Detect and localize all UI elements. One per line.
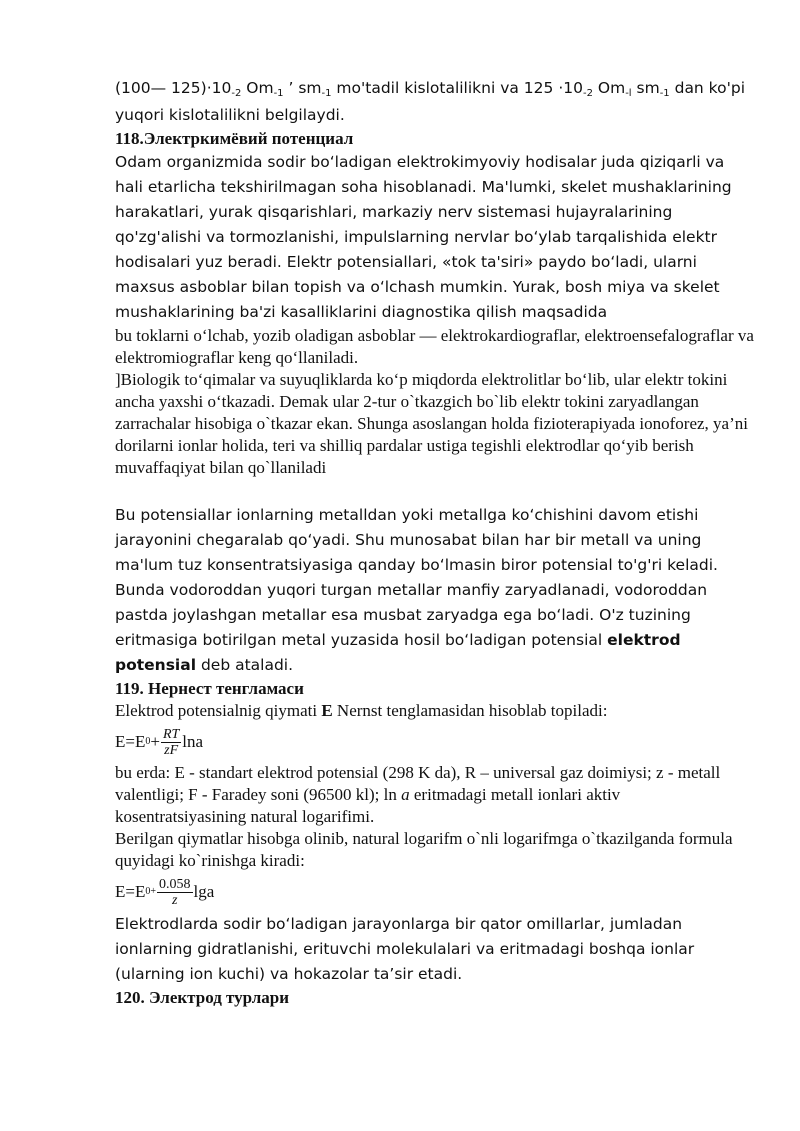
subscript: -2 [582,88,593,99]
text-run: (100— 125)·10 [115,79,232,97]
formula-lhs: E=E [115,732,146,751]
text-run: Om [592,79,626,97]
section-120-title: 120. Электрод турлари [115,988,290,1007]
text-run: Elektrod potensialnig qiymati [115,701,322,720]
formula-fraction [161,727,181,758]
document-page [115,76,755,1009]
text-run: Om [241,79,274,97]
text-run: bu erda: E - standart elektrod potensial (298 K da), R – universal gaz doimiysi; z - metall valentligi; F - Faradey soni (96500 kl); ln [115,763,721,804]
section-118-paragraph-2: bu toklarni oʻlchab, yozib oladigan asboblar — elektrokardiograflar, elektroensefalograflar va elektromiograflar keng qoʻllaniladi. [115,326,754,367]
text-run: Nernst tenglamasidan hisoblab topiladi: [332,701,608,720]
section-118-paragraph-3: ]Biologik toʻqimalar va suyuqliklarda koʻp miqdorda elektrolitlar boʻlib, ular elektr tokini ancha yaxshi oʻtkazadi. Demak ular 2-tur o`tkazgich bo`lib elektr tokini zaryadlangan zarrachalar hisobiga o`tkazar ekan. Shunga asoslangan holda fizioterapiyada ionoforez, ya’ni dorilarni ionlar holida, teri va shilliq pardalar ustiga tegishli elektrodlar qoʻyib berish muvaffaqiyat bilan qo`llaniladi [115,370,748,477]
section-119-title: 119. Нернест тенгламаси [115,679,304,698]
italic-term: a [401,785,410,804]
formula-rhs: lna [182,732,204,751]
fraction-denominator: z [172,892,178,908]
section-119-paragraph-end: Elektrodlarda sodir boʻladigan jarayonlarga bir qator omillarlar, jumladan ionlarning gidratlanishi, erituvchi molekulalari va eritmadagi boshqa ionlar (ularning ion kuchi) va hokazolar ta’sir etadi. [115,915,695,983]
formula-fraction [157,877,193,908]
formula-rhs: lga [193,882,215,901]
fraction-numerator: 0.058 [159,876,191,892]
section-118-title: 118.Электркимёвий потенциал [115,129,354,148]
subscript: -1 [273,88,284,99]
section-118-paragraph-1: Odam organizmida sodir boʻladigan elektrokimyoviy hodisalar juda qiziqarli va hali etarlicha tekshirilmagan soha hisoblanadi. Ma'lumki, skelet mushaklarining harakatlari, yurak qisqarishlari, markaziy nerv sistemasi hujayralarining qo'zg'alishi va tormozlanishi, impulslarning nervlar boʻylab tarqalishida elektr hodisalari yuz beradi. Elektr potensiallari, «tok ta'siri» paydo boʻladi, ularni maxsus asboblar bilan topish va oʻlchash mumkin. Yurak, bosh miya va skelet mushaklarining ba'zi kasalliklarini diagnostika qilish maqsadida [115,153,732,321]
formula-subscript: 0 [145,736,151,747]
text-run: ’ sm [283,79,322,97]
section-119-intro [115,700,755,722]
intro-line-2: yuqori kislotalilikni belgilaydi. [115,106,345,124]
fraction-numerator: RT [162,726,180,742]
text-run: eritmadagi metall ionlari aktiv kosentratsiyasining natural logarifimi. [115,785,621,826]
subscript: -2 [231,88,242,99]
formula-subscript: 0+ [145,886,156,897]
subscript: -l [625,88,632,99]
text-run: deb ataladi. [196,656,294,674]
fraction-denominator: zF [164,742,179,758]
bold-term: elektrod potensial [115,631,681,674]
nernst-formula-decimal [115,872,755,912]
text-run: Bu potensiallar ionlarning metalldan yoki metallga koʻchishini davom etishi jarayonini chegaralab qoʻyadi. Shu munosabat bilan har bir metall va uning ma'lum tuz konsentratsiyasiga qanday boʻlmasin biror potensial to'g'ri keladi. Bunda vodoroddan yuqori turgan metallar manfiy zaryadlanadi, vodoroddan pastda joylashgan metallar esa musbat zaryadga ega boʻladi. O'z tuzining eritmasiga botirilgan metal yuzasida hosil boʻladigan potensial [115,506,718,649]
nernst-formula [115,722,755,762]
subscript: -1 [321,88,332,99]
intro-line-1 [115,76,755,103]
paragraph-gap [115,479,755,503]
text-run: dan ko'pi [669,79,745,97]
text-run: mo'tadil kislotalilikni va 125 ·10 [331,79,583,97]
formula-lhs: E=E [115,882,146,901]
formula-legend [115,762,755,828]
formula-operator: + [150,732,160,751]
text-run: sm [631,79,660,97]
formula-note: Berilgan qiymatlar hisobga olinib, natural logarifm o`nli logarifmga o`tkazilganda formula quyidagi ko`rinishga kiradi: [115,829,733,870]
subscript: -1 [659,88,670,99]
section-118-paragraph-4 [115,503,755,678]
bold-term: E [321,701,333,720]
